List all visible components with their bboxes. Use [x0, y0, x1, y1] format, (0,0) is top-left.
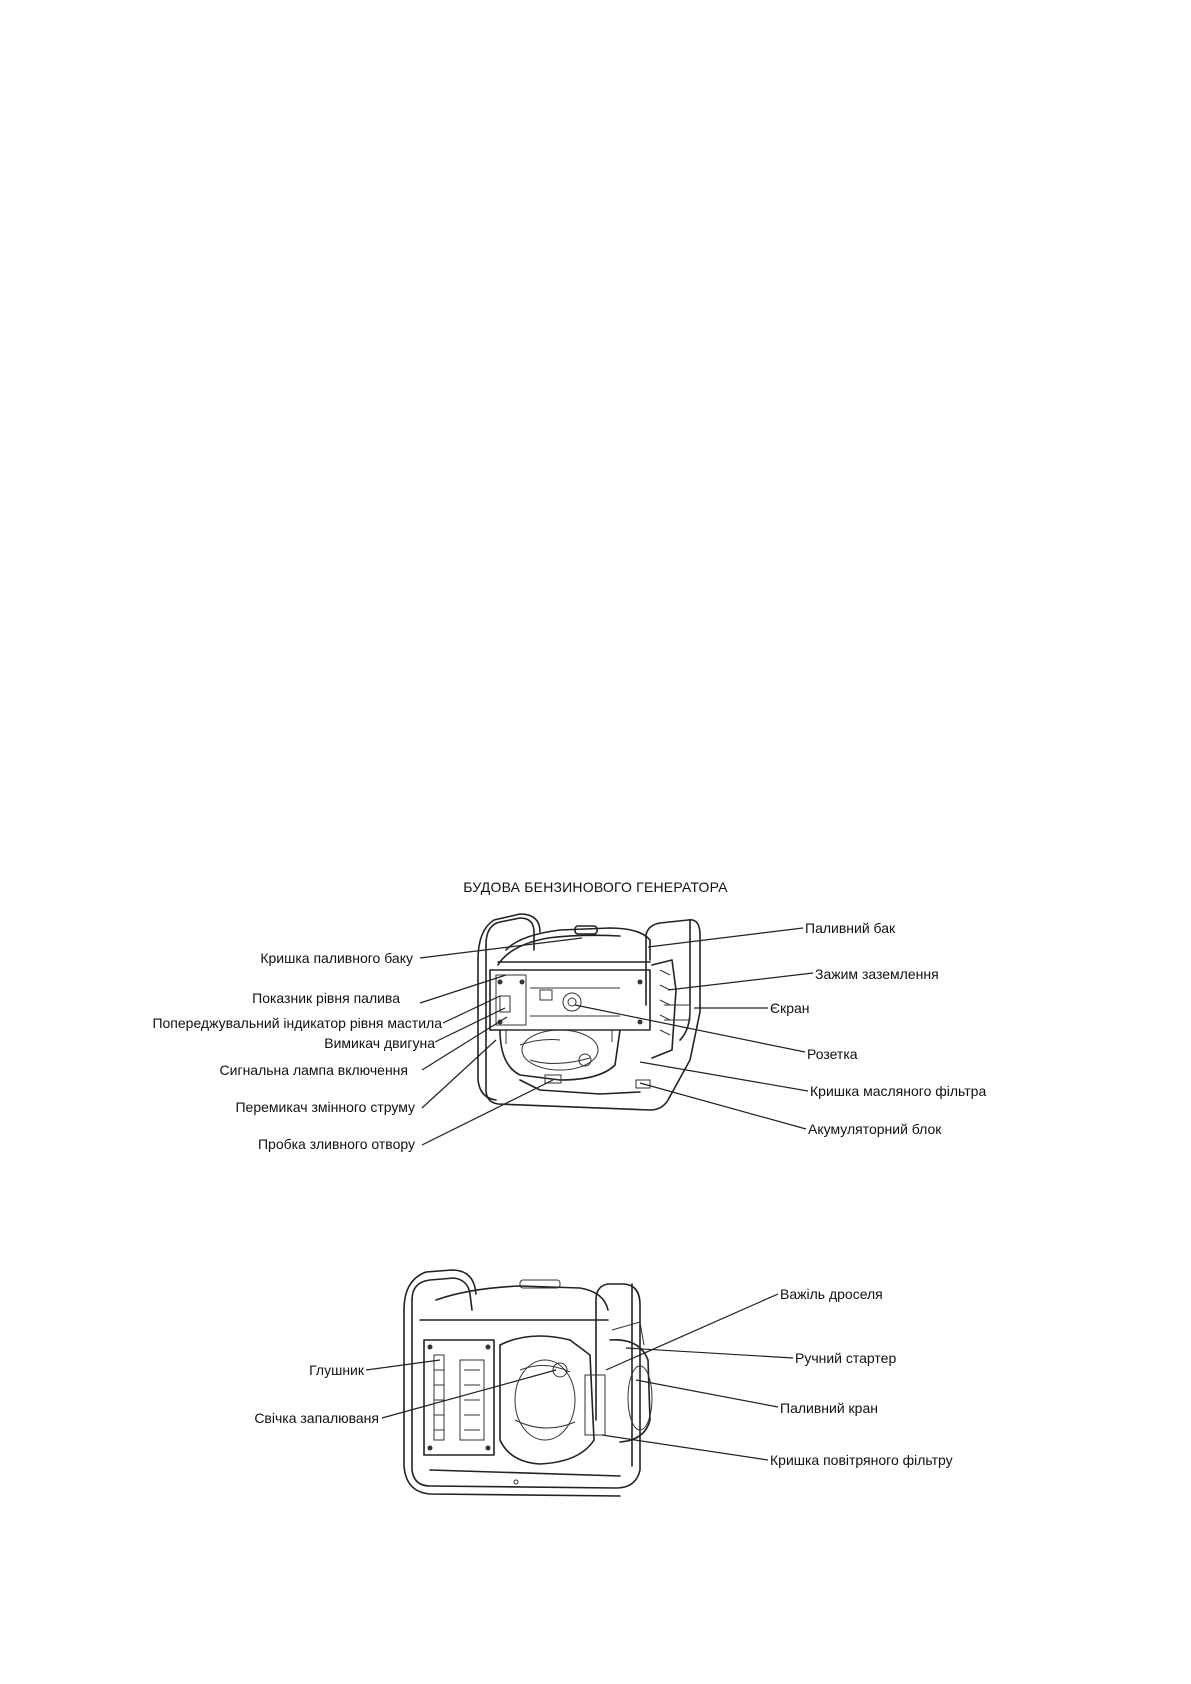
front-generator-drawing — [478, 914, 700, 1110]
label-fuel-tank-cap: Кришка паливного баку — [260, 950, 413, 966]
label-fuel-tank: Паливний бак — [805, 920, 896, 936]
label-screen: Єкран — [770, 1000, 810, 1016]
label-throttle-lever: Важіль дроселя — [780, 1286, 883, 1302]
label-spark-plug: Свічка запалюваня — [254, 1410, 379, 1426]
label-power-pilot-lamp: Сигнальна лампа включення — [219, 1062, 408, 1078]
label-socket: Розетка — [807, 1046, 858, 1062]
rear-generator-drawing — [404, 1270, 652, 1496]
label-ground-terminal: Зажим заземлення — [815, 966, 939, 982]
label-ac-switch: Перемикач змінного струму — [235, 1099, 415, 1115]
label-engine-switch: Вимикач двигуна — [324, 1035, 435, 1051]
label-drain-plug: Пробка зливного отвору — [257, 1136, 415, 1152]
label-fuel-level-gauge: Показник рівня палива — [252, 990, 400, 1006]
label-battery-block: Акумуляторний блок — [808, 1121, 942, 1137]
front-leader-lines-right — [575, 928, 813, 1129]
diagram-title: БУДОВА БЕНЗИНОВОГО ГЕНЕРАТОРА — [463, 879, 728, 895]
label-muffler: Глушник — [309, 1362, 364, 1378]
label-air-filter-cover: Кришка повітряного фільтру — [770, 1452, 953, 1468]
label-recoil-starter: Ручний стартер — [795, 1350, 897, 1366]
label-oil-warning-indicator: Попереджувальний індикатор рівня мастила — [152, 1015, 442, 1031]
label-fuel-valve: Паливний кран — [780, 1400, 878, 1416]
label-oil-filter-cap: Кришка масляного фільтра — [810, 1083, 987, 1099]
rear-leader-lines — [366, 1294, 793, 1460]
